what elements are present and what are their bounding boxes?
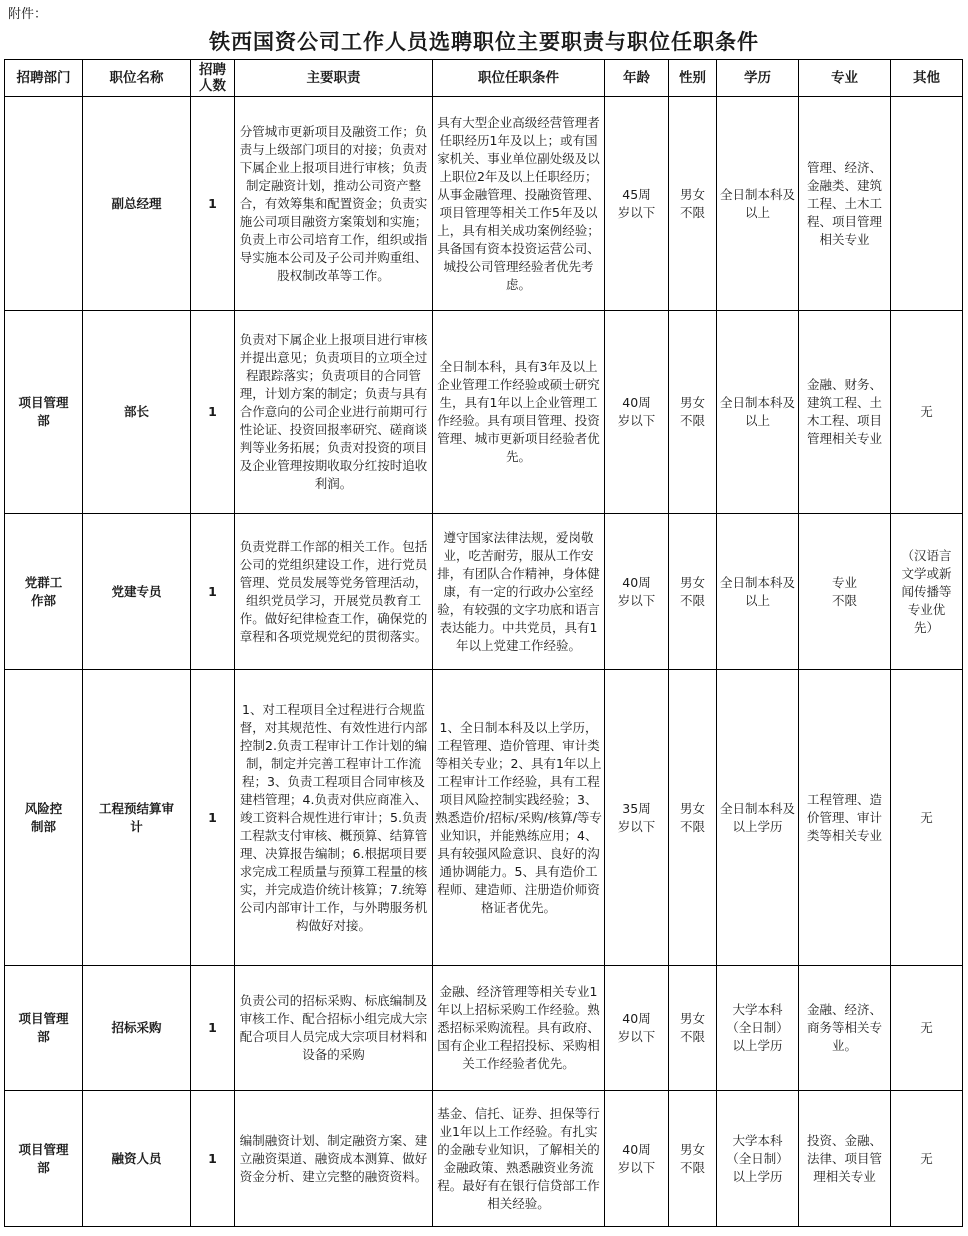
position-cell: 副总经理 xyxy=(83,97,191,311)
major-cell xyxy=(799,670,891,966)
dept-cell xyxy=(5,514,83,670)
major-value: 管理、经济、金融类、建筑工程、土木工程、项目管理相关专业 xyxy=(806,159,882,247)
gender-cell xyxy=(669,1091,717,1227)
gender-cell xyxy=(669,670,717,966)
major-value: 投资、金融、法律、项目管理相关专业 xyxy=(806,1132,882,1184)
education-value: 全日制本科及以上 xyxy=(719,186,795,220)
major-value: 工程管理、造价管理、审计类等相关专业 xyxy=(806,791,882,843)
count-cell: 1 xyxy=(191,97,235,311)
dept-cell xyxy=(5,670,83,966)
gender-value: 男女不限 xyxy=(679,1011,705,1044)
education-value: 大学本科（全日制）以上学历 xyxy=(726,1132,789,1184)
header-requirements: 职位任职条件 xyxy=(433,60,605,97)
duties-cell: 负责对下属企业上报项目进行审核并提出意见；负责项目的立项全过程跟踪落实；负责项目的合同管理，计划方案的制定；负责与具有合作意向的公司企业进行前期可行性论证、投资回报率研究、磋商谈判等业务拓展；负责对投资的项目及企业管理按期收取分红按时追收利润。 xyxy=(235,311,433,514)
requirements-cell: 基金、信托、证券、担保等行业1年以上工作经验。有扎实的金融专业知识，了解相关的金融政策、熟悉融资业务流程。最好有在银行信贷部工作相关经验。 xyxy=(433,1091,605,1227)
header-gender: 性别 xyxy=(669,60,717,97)
age-value: 40周岁以下 xyxy=(617,574,656,608)
gender-cell xyxy=(669,311,717,514)
table-row xyxy=(5,1091,963,1227)
dept-value: 项目管理部 xyxy=(18,1011,69,1044)
position-value: 工程预结算审计 xyxy=(98,800,174,834)
other-cell: 无 xyxy=(891,311,963,514)
duties-cell: 负责党群工作部的相关工作。包括公司的党组织建设工作，进行党员管理、党员发展等党务管理活动，组织党员学习，开展党员教育工作。做好纪律检查工作，确保党的章程和各项党规党纪的贯彻落实。 xyxy=(235,514,433,670)
major-cell xyxy=(799,966,891,1091)
dept-cell xyxy=(5,1091,83,1227)
other-value: （汉语言文学或新闻传播等专业优先） xyxy=(901,547,952,635)
age-cell xyxy=(605,1091,669,1227)
gender-cell xyxy=(669,514,717,670)
dept-cell xyxy=(5,966,83,1091)
count-cell: 1 xyxy=(191,1091,235,1227)
education-cell xyxy=(717,1091,799,1227)
table-row xyxy=(5,311,963,514)
education-cell xyxy=(717,670,799,966)
position-cell: 党建专员 xyxy=(83,514,191,670)
count-cell: 1 xyxy=(191,966,235,1091)
requirements-cell: 遵守国家法律法规，爱岗敬业，吃苦耐劳，服从工作安排，有团队合作精神，身体健康，有一定的行政办公室经验，有较强的文字功底和语言表达能力。中共党员，具有1年以上党建工作经验。 xyxy=(433,514,605,670)
major-value: 专业不限 xyxy=(831,574,857,608)
header-age: 年龄 xyxy=(605,60,669,97)
other-cell xyxy=(891,97,963,311)
major-cell xyxy=(799,97,891,311)
age-value: 40周岁以下 xyxy=(617,1141,656,1175)
major-value: 金融、经济、商务等相关专业。 xyxy=(806,1002,882,1053)
header-education: 学历 xyxy=(717,60,799,97)
age-cell xyxy=(605,966,669,1091)
major-value: 金融、财务、建筑工程、土木工程、项目管理相关专业 xyxy=(806,377,882,446)
duties-cell: 编制融资计划、制定融资方案、建立融资渠道、融资成本测算、做好资金分析、建立完整的融资资料。 xyxy=(235,1091,433,1227)
dept-value: 党群工作部 xyxy=(24,574,63,608)
position-cell: 部长 xyxy=(83,311,191,514)
header-dept: 招聘部门 xyxy=(5,60,83,97)
gender-value: 男女不限 xyxy=(679,800,705,834)
education-cell xyxy=(717,97,799,311)
education-value: 大学本科（全日制）以上学历 xyxy=(726,1002,789,1053)
education-cell xyxy=(717,311,799,514)
duties-cell: 分管城市更新项目及融资工作；负责与上级部门项目的对接；负责对下属企业上报项目进行审核；负责制定融资计划，推动公司资产整合，有效筹集和配置资金；负责实施公司项目融资方案策划和实施；负责上市公司培育工作，组织或指导实施本公司及子公司并购重组、股权制改革等工作。 xyxy=(235,97,433,311)
dept-cell xyxy=(5,97,83,311)
education-value: 全日制本科及以上学历 xyxy=(719,800,795,834)
annex-label: 附件： xyxy=(8,7,48,22)
document-title: 铁西国资公司工作人员选聘职位主要职责与职位任职条件 xyxy=(209,29,759,54)
header-other: 其他 xyxy=(891,60,963,97)
age-value: 45周岁以下 xyxy=(617,186,656,220)
requirements-cell: 1、全日制本科及以上学历，工程管理、造价管理、审计类等相关专业；2、具有1年以上工程审计工作经验，具有工程项目风险控制实践经验；3、熟悉造价/招标/采购/核算/等专业知识，并能熟练应用；4、具有较强风险意识、良好的沟通协调能力。5、具有造价工程师、建造师、注册造价师资格证者优先。 xyxy=(433,670,605,966)
requirements-cell: 金融、经济管理等相关专业1年以上招标采购工作经验。熟悉招标采购流程。具有政府、国有企业工程招投标、采购相关工作经验者优先。 xyxy=(433,966,605,1091)
education-value: 全日制本科及以上 xyxy=(719,574,795,608)
header-count-label: 招聘人数 xyxy=(199,62,226,94)
header-count xyxy=(191,60,235,97)
other-cell: 无 xyxy=(891,966,963,1091)
age-cell xyxy=(605,97,669,311)
table-row xyxy=(5,670,963,966)
table-header-row xyxy=(5,60,963,97)
table-row xyxy=(5,97,963,311)
age-value: 35周岁以下 xyxy=(617,800,656,834)
position-cell: 招标采购 xyxy=(83,966,191,1091)
dept-value: 项目管理部 xyxy=(18,1141,69,1175)
header-major: 专业 xyxy=(799,60,891,97)
dept-value: 项目管理部 xyxy=(18,395,69,428)
gender-cell xyxy=(669,966,717,1091)
gender-value: 男女不限 xyxy=(679,1141,705,1175)
other-cell: 无 xyxy=(891,670,963,966)
other-cell xyxy=(891,514,963,670)
position-cell xyxy=(83,670,191,966)
count-cell: 1 xyxy=(191,514,235,670)
duties-cell: 负责公司的招标采购、标底编制及审核工作、配合招标小组完成大宗配合项目人员完成大宗项目材料和设备的采购 xyxy=(235,966,433,1091)
other-cell: 无 xyxy=(891,1091,963,1227)
education-value: 全日制本科及以上 xyxy=(719,395,795,428)
education-cell xyxy=(717,514,799,670)
duties-cell: 1、对工程项目全过程进行合规监督，对其规范性、有效性进行内部控制2.负责工程审计工作计划的编制，制定并完善工程审计工作流程；3、负责工程项目合同审核及建档管理；4.负责对供应商准入、竣工资料合规性进行审计；5.负责工程款支付审核、概预算、结算管理、决算报告编制；6.根据项目要求完成工程质量与预算工程量的核实，并完成造价统计核算；7.统筹公司内部审计工作，与外聘服务机构做好对接。 xyxy=(235,670,433,966)
gender-value: 男女不限 xyxy=(679,574,705,608)
age-value: 40周岁以下 xyxy=(617,1011,656,1044)
age-cell xyxy=(605,514,669,670)
gender-value: 男女不限 xyxy=(679,395,705,428)
table-row xyxy=(5,966,963,1091)
dept-value: 风险控制部 xyxy=(24,800,63,834)
dept-cell xyxy=(5,311,83,514)
age-value: 40周岁以下 xyxy=(617,395,656,428)
major-cell xyxy=(799,311,891,514)
gender-value: 男女不限 xyxy=(679,186,705,220)
count-cell: 1 xyxy=(191,311,235,514)
table-row xyxy=(5,514,963,670)
requirements-cell: 具有大型企业高级经营管理者任职经历1年及以上；或有国家机关、事业单位副处级及以上职位2年及以上任职经历；从事金融管理、投融资管理、项目管理等相关工作5年及以上，具有相关成功案例经验；具备国有资本投资运营公司、城投公司管理经验者优先考虑。 xyxy=(433,97,605,311)
major-cell xyxy=(799,514,891,670)
major-cell xyxy=(799,1091,891,1227)
header-position: 职位名称 xyxy=(83,60,191,97)
age-cell xyxy=(605,311,669,514)
count-cell: 1 xyxy=(191,670,235,966)
age-cell xyxy=(605,670,669,966)
requirements-cell: 全日制本科，具有3年及以上企业管理工作经验或硕士研究生，具有1年以上企业管理工作经验。具有项目管理、投资管理、城市更新项目经验者优先。 xyxy=(433,311,605,514)
position-cell: 融资人员 xyxy=(83,1091,191,1227)
header-duties: 主要职责 xyxy=(235,60,433,97)
recruitment-table xyxy=(4,59,963,1227)
gender-cell xyxy=(669,97,717,311)
education-cell xyxy=(717,966,799,1091)
